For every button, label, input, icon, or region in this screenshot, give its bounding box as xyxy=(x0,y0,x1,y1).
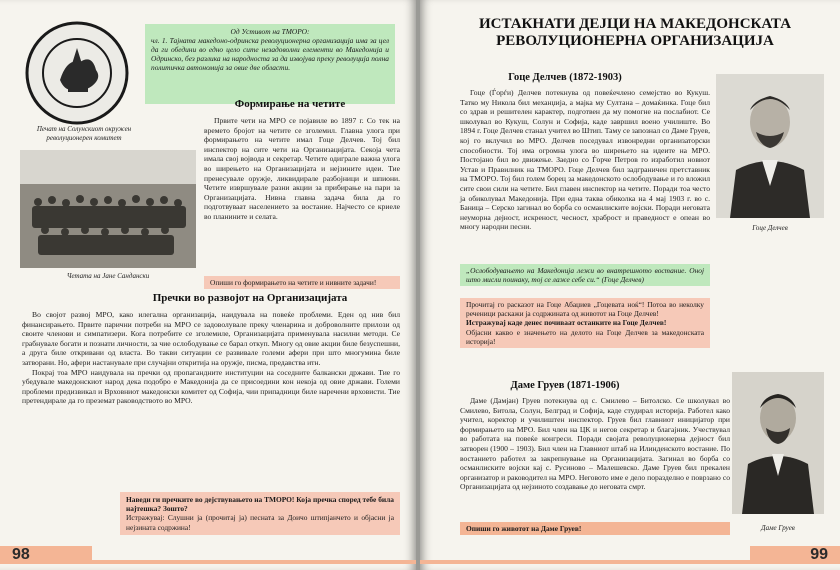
task-delchev-line1: Прочитај го расказот на Гоце Абаџиев „Гоцевата ноќ“! Потоа во неколку реченици раскажи ја содржината од животот на Гоце Делчев! xyxy=(466,300,704,319)
task-delchev-line2: Истражувај каде денес почиваат останките на Гоце Делчев! xyxy=(466,318,667,328)
page-number-box-right xyxy=(750,546,840,564)
section-title-chetite: Формирање на четите xyxy=(234,98,346,110)
section-title-prechki: Пречки во развојот на Организацијата xyxy=(152,292,348,304)
task-prechki-line2: Истражувај: Слушни ја (прочитај ја) песната за Доичо штипјанчето и објасни ја нејзината содржина! xyxy=(126,513,394,532)
gruev-photo xyxy=(732,372,824,514)
delchev-photo xyxy=(716,74,824,218)
statute-quote-text: чл. 1. Тајната македоно-одринска револуционерна организација има за цел да ги обедини во едно цело сите незадоволни елементи во Македонија и Одринско, без разлика на народноста за да извојува преку револуција полна политичка автономија за овие две области. xyxy=(151,36,389,72)
section1-paragraph: Првите чети на МРО се појавиле во 1897 г. Со тек на времето бројот на четите се зголемил. Главна улога при формирањето на четите имал Гоце Делчев. Тој бил инспектор на сите чети на Организацијата. Секоја чета имала свој војвода и секретар. Четите одиграле важна улога во ширењето на Организацијата и нејзините идеи. Тие пренесувале оружје, ликвидирале разбојници и шпиони. Четите извршувале разни акции за прибирање на пари за Организацијата. Нивна главна задача била да го подготвуваат населението за востание. Најчесто се криеле во планините и селата. xyxy=(204,116,400,221)
task-prechki-line1: Наведи ги пречките во дејствувањето на ТМОРО! Која пречка според тебе била најтешка? Зошто? xyxy=(126,495,394,514)
statute-quote-box xyxy=(145,24,395,104)
title-line-2: РЕВОЛУЦИОНЕРНА ОРГАНИЗАЦИЈА xyxy=(496,33,774,49)
gruev-paragraph: Даме (Дамјан) Груев потекнува од с. Смилево – Битолско. Се школувал во Смилево, Битола, Солун, Белград и Софија, каде студирал историја. Работел како учител, коректор и училиштен инспектор. Груев бил главниот иницијатор при формирањето на МРО. Бил член на ЦК и негов секретар и благајник. Учествувал во работата на повеќе конгреси. Поради својата револуционерна дејност бил затворен (1900 – 1903). Бил член на Главниот штаб на Илинденското востание. По востанието работел за закрепнување на Организацијата. Загинал во борба со османлиските војски кај с. Русиново – Малешевско. Даме Груев бил прекален организатор и раководител на МРО. Неговото име е дело поразделно е поврзано со Организацијата од нејзиното создавање до неговата смрт. xyxy=(460,396,730,492)
footer-bar-right xyxy=(420,560,750,564)
seal-caption: Печат на Солунскиот окружен револуционерен комитет xyxy=(36,125,132,142)
page-number-right: 99 xyxy=(810,546,828,563)
task-delchev-line3: Објасни какво е значењето на делото на Гоце Делчев за македонската историја! xyxy=(466,327,704,346)
delchev-heading: Гоце Делчев (1872-1903) xyxy=(508,72,622,83)
delchev-quote-box: „Ослободувањето на Македонија лежи во внатрешното востание. Оној што мисли поинаку, тој се лаже себе си.“ (Гоце Делчев) xyxy=(460,264,710,286)
task-delchev-box xyxy=(460,298,710,348)
section2-paragraph-1: Во својот развој МРО, како илегална организација, наидувала на повеќе проблеми. Еден од нив бил финансирањето. Првите парични потреби на МРО се задоволувале преку членарина и доброволните прилози од своите членови и симпатизери. Кога потребите се зголемиле, Организацијата применувала насилни методи. Се грабнувале богати и познати личности, за чие ослободување се барал откуп. Многу од овие акции биле безуспешни, а друга биле откривани од власта. Во такви ситуации се развивале големи афери при што многумина биле затворани. Но, афери настанувале при случајни откритија на оружје, писма, предавства итн. xyxy=(22,310,400,367)
section2-text xyxy=(22,310,400,406)
task-prechki-box xyxy=(120,492,400,535)
section2-paragraph-2: Покрај тоа МРО наидувала на пречки од пропагандните институции на соседните балкански држави. Тие го убедувале македонскиот народ дека подобро е Македонија да се присоедини кон некоја од овие држави. Големи проблеми предизвикал и Врховниот македонски комитет од Софија, чии припадници биле наречени врховисти. Тие претендирале да го преземат раководството во МРО. xyxy=(22,367,400,406)
title-line-1: ИСТАКНАТИ ДЕЈЦИ НА МАКЕДОНСКАТА xyxy=(478,16,792,32)
gruev-photo-caption: Даме Груев xyxy=(761,524,795,532)
right-page xyxy=(420,0,840,570)
delchev-photo-caption: Гоце Делчев xyxy=(752,224,788,232)
left-page xyxy=(0,0,416,570)
delchev-paragraph: Гоце (Ѓорѓи) Делчев потекнува од повеќечлено семејство во Кукуш. Татко му Никола бил механџија, а мајка му Султана – домаќинка. Гоце бил со здрав и решителен карактер, подготвен да му помогне на послабиот. Се школувал во Кукуш, Солун и Софија, каде завршил воено училиште. Во 1894 г. Гоце Делчев станал учител во Штип. Таму се запознал со Даме Груев, кој го вклучил во МРО. Делчев поседувал извонредни организаторски способности. Тој има огромна улога во ширењето на идеите на МРО. Постојано бил во движење. Заедно со Ѓорче Петров го изработил новиот Устав и Правилник на ТМОРО. Гоце Делчев бил задграничен претставник на ТМОРО. Тој бил голем борец за македонското ослободување и го вложил сите свои сили на четите. Бил главен инспектор на четите. Поради тоа често ја обиколувал Македонија. При една таква обиколка на 4 мај 1903 г. во с. Баница – Серско загинал во борба со османлиските војски. Поради неговата неуморна дејност, искреност, чесност, храброст и праведност е опеан во многу народни песни. xyxy=(460,88,710,232)
statute-quote-source: Од Устивот на ТМОРО: xyxy=(230,27,310,36)
cheta-photo-caption: Четата на Јане Сандански xyxy=(66,272,150,280)
gruev-heading: Даме Груев (1871-1906) xyxy=(510,380,620,391)
right-page-title xyxy=(450,16,820,50)
footer-bar-left xyxy=(92,560,416,564)
task-gruev-box: Опиши го животот на Даме Груев! xyxy=(460,522,730,535)
seal-image xyxy=(22,18,132,128)
task-chetite-box: Опиши го формирањето на четите и нивните задачи! xyxy=(204,276,400,289)
page-number-box-left xyxy=(0,546,92,564)
page-number-left: 98 xyxy=(12,546,30,563)
cheta-photo xyxy=(20,150,196,268)
